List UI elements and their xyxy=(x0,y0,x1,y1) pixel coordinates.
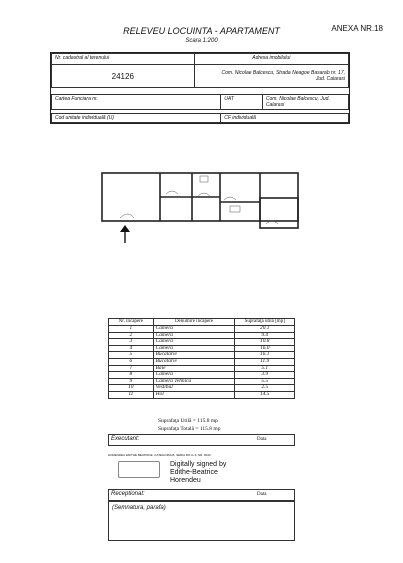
document-title: RELEVEU LOCUINTA - APARTAMENT xyxy=(123,26,280,36)
room-area: 5.1 xyxy=(235,365,295,372)
room-area: 16.0 xyxy=(235,345,295,352)
uat-value: Com. Nicolae Balcescu, Jud. Calarasi xyxy=(262,95,348,110)
stamp-line: HORENDEU EDITHE BEATRICE, CATEGORIA B, SERIA RO-IL-F, NR. 0043 xyxy=(108,453,211,457)
room-name: Vestibul xyxy=(153,385,235,392)
receptionat-data-label: Data xyxy=(257,492,267,497)
room-nr: 2 xyxy=(109,332,154,339)
adresa-line-1: Com. Nicolae Balcescu, Strada Neagoe Basarab nr. 17, xyxy=(221,70,345,76)
digital-signature xyxy=(170,461,226,485)
room-area: 20.1 xyxy=(235,326,295,333)
room-name: Camera xyxy=(153,372,235,379)
semnatura-box xyxy=(108,501,295,541)
room-nr: 5 xyxy=(109,352,154,359)
room-nr: 3 xyxy=(109,339,154,346)
room-area: 3.9 xyxy=(235,372,295,379)
signature-line-3: Horendeu xyxy=(170,477,201,484)
floor-plan xyxy=(100,170,300,245)
cod-unitate-label: Cod unitate individuală (U) xyxy=(52,114,221,123)
col-denumire: Denumire încapere xyxy=(153,319,235,326)
room-nr: 7 xyxy=(109,365,154,372)
nr-cadastral-value: 24126 xyxy=(52,65,195,88)
room-nr: 6 xyxy=(109,358,154,365)
suprafata-utila: Suprafaţa Utilă = 115.8 mp xyxy=(158,418,218,424)
executant-label: Executant: xyxy=(111,436,140,442)
info-table xyxy=(50,52,350,124)
room-nr: 8 xyxy=(109,372,154,379)
rooms-table xyxy=(108,318,295,399)
room-name: Camera xyxy=(153,339,235,346)
room-nr: 1 xyxy=(109,326,154,333)
col-suprafata: Suprafaţa utilă [mp] xyxy=(235,319,295,326)
room-name: Camera Tehnica xyxy=(153,378,235,385)
room-nr: 11 xyxy=(109,391,154,398)
room-area: 10.8 xyxy=(235,339,295,346)
signature-line-2: Edithe-Beatrice xyxy=(170,469,218,476)
room-name: Bucatarie xyxy=(153,352,235,359)
cf-individuala-label: CF individuală xyxy=(221,114,349,123)
nr-cadastral-label: Nr. cadastral al terenului xyxy=(52,54,195,65)
col-nr: Nr. încapere xyxy=(109,319,154,326)
adresa-value xyxy=(194,65,348,88)
room-nr: 4 xyxy=(109,345,154,352)
room-name: Bucatarie xyxy=(153,358,235,365)
room-name: Hol xyxy=(153,391,235,398)
executant-row xyxy=(108,434,295,446)
signature-line-1: Digitally signed by xyxy=(170,461,227,468)
room-name: Camera xyxy=(153,332,235,339)
uat-label: UAT xyxy=(221,95,263,110)
stamp-icon xyxy=(118,461,160,478)
scale-label: Scara 1:200 xyxy=(185,38,218,44)
room-name: Baie xyxy=(153,365,235,372)
table-row xyxy=(109,391,295,398)
executant-data-label: Data xyxy=(257,437,267,442)
suprafata-totala: Suprafaţa Totală = 115.8 mp xyxy=(158,426,221,432)
room-area: 5.5 xyxy=(235,378,295,385)
room-name: Camera xyxy=(153,345,235,352)
receptionat-row xyxy=(108,489,295,501)
room-area: 14.5 xyxy=(235,391,295,398)
room-area: 11.9 xyxy=(235,358,295,365)
entrance-arrow-icon xyxy=(120,225,130,243)
room-nr: 10 xyxy=(109,385,154,392)
carte-funciara-label: Cartea Funciara nr. xyxy=(52,95,221,110)
executant-signature-area xyxy=(108,449,295,487)
adresa-label: Adresa imobilului xyxy=(194,54,348,65)
room-area: 16.1 xyxy=(235,352,295,359)
room-area: 9.4 xyxy=(235,332,295,339)
room-area: 2.5 xyxy=(235,385,295,392)
room-name: Camera xyxy=(153,326,235,333)
adresa-line-2: Jud. Calarasi xyxy=(315,76,345,82)
anexa-label: ANEXA NR.18 xyxy=(331,24,383,33)
room-nr: 9 xyxy=(109,378,154,385)
receptionat-label: Receptionat: xyxy=(111,491,145,497)
semnatura-label: (Semnatura, parafa) xyxy=(112,505,166,511)
